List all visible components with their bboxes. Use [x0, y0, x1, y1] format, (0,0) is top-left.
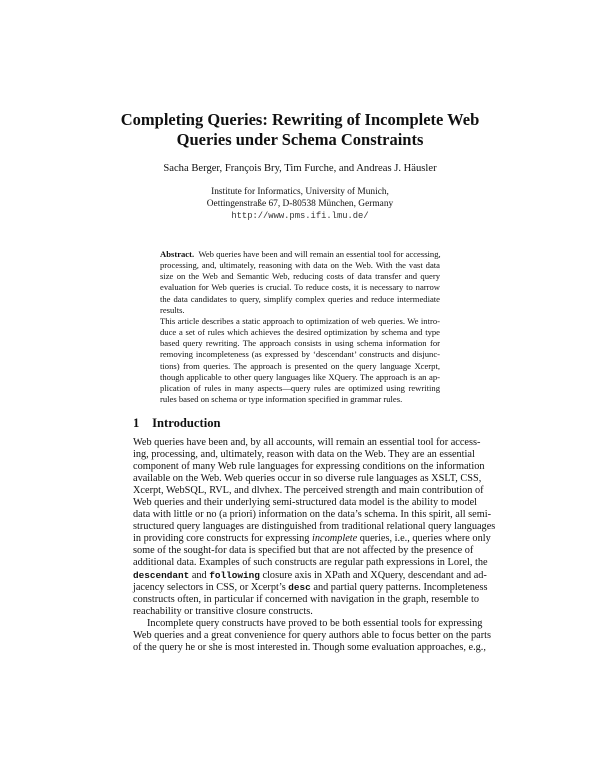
body-line: component of many Web rule languages for expressing conditions on the information [133, 461, 485, 473]
body-line: Web queries and a great convenience for query authors able to focus better on the parts [133, 629, 491, 641]
abstract-line: tions) from queries. The approach is presented on the query language Xcerpt, [160, 360, 440, 371]
code-desc: desc [288, 581, 311, 593]
body-line: constructs often, in particular if concerned with navigation in the graph, resemble to [133, 593, 479, 605]
body-line: reachability or transitive closure constructs. [133, 605, 313, 617]
abstract-line: processing, and, ultimately, reasoning with data on the Web. With the vast data [160, 260, 440, 271]
body-line: some of the sought-for data is specified but that are not affected by the presence of [133, 545, 474, 557]
affiliation-institute: Institute for Informatics, University of Munich, [211, 187, 389, 197]
code-following: following [209, 569, 260, 581]
paper-title [100, 110, 500, 150]
abstract [160, 249, 440, 405]
abstract-heading: Abstract. [160, 249, 195, 259]
body-text [133, 437, 496, 654]
section-heading [133, 416, 221, 431]
abstract-line: evaluation for Web queries is crucial. To reduce costs, it is necessary to narrow [160, 282, 440, 293]
body-line: data with little or no (a priori) information on the data’s schema. In this spirit, all semi- [133, 509, 492, 521]
abstract-line: duce a set of rules which achieves the desired optimization by schema and type [160, 327, 440, 338]
abstract-line: This article describes a static approach to optimization of web queries. We intro- [160, 315, 440, 326]
code-descendant: descendant [133, 569, 190, 581]
body-line: descendant and following closure axis in XPath and XQuery, descendant and ad- [133, 569, 487, 581]
affiliation [100, 186, 500, 222]
body-line: additional data. Examples of such constructs are regular path expressions in Lorel, the [133, 557, 488, 569]
affiliation-url[interactable]: http://www.pms.ifi.lmu.de/ [231, 211, 369, 221]
abstract-line: rules based on schema or type information specified in grammar rules. [160, 394, 403, 405]
abstract-line: the data candidates to query, simplify complex queries and reduce intermediate [160, 293, 440, 304]
body-line: of the query he or she is most interested in. Though some evaluation approaches, e.g., [133, 641, 486, 653]
title-line: Queries under Schema Constraints [176, 130, 424, 149]
body-line: available on the Web. Web queries occur in so diverse rule languages as XSLT, CSS, [133, 473, 482, 485]
affiliation-address: Oettingenstraße 67, D-80538 München, Germany [206, 199, 394, 209]
abstract-line: plication of rules in many aspects—query rules are optimized using rewriting [160, 382, 440, 393]
abstract-line: based query rewriting. The approach consists in using schema information for [160, 338, 440, 349]
body-line: Incomplete query constructs have proved to be both essential tools for expressing [147, 617, 483, 629]
author-list: Sacha Berger, François Bry, Tim Furche, and Andreas J. Häusler [163, 163, 437, 174]
body-line: Web queries have been and, by all accounts, will remain an essential tool for access- [133, 437, 481, 448]
body-line: structured query languages are distinguished from traditional relational query languages [133, 521, 496, 533]
emphasis-incomplete: incomplete [312, 533, 358, 545]
abstract-line: removing incompleteness (as expressed by ‘descendant’ constructs and disjunc- [160, 349, 440, 360]
section-number: 1 [133, 416, 140, 430]
body-line: Xcerpt, WebSQL, RVL, and dlvhex. The perceived strength and main contribution of [133, 485, 484, 497]
body-line: Web queries and their underlying semi-structured data model is the ability to model [133, 497, 478, 509]
abstract-line: Abstract. Web queries have been and will remain an essential tool for accessing, [160, 249, 441, 259]
section-title: Introduction [152, 416, 221, 430]
body-line: in providing core constructs for expressing incomplete queries, i.e., queries where only [133, 533, 491, 545]
abstract-line: size on the Web and Semantic Web, reducing costs of data transfer and query [160, 271, 440, 282]
abstract-line: results. [160, 304, 185, 315]
title-line: Completing Queries: Rewriting of Incomplete Web [120, 110, 480, 129]
body-line: ing, processing, and, ultimately, reason with data on the Web. They are an essential [133, 449, 475, 461]
body-line: jacency selectors in CSS, or Xcerpt’s desc and partial query patterns. Incompleteness [133, 581, 488, 593]
abstract-line: though applicable to other query languages like XQuery. The approach is an ap- [160, 371, 440, 382]
